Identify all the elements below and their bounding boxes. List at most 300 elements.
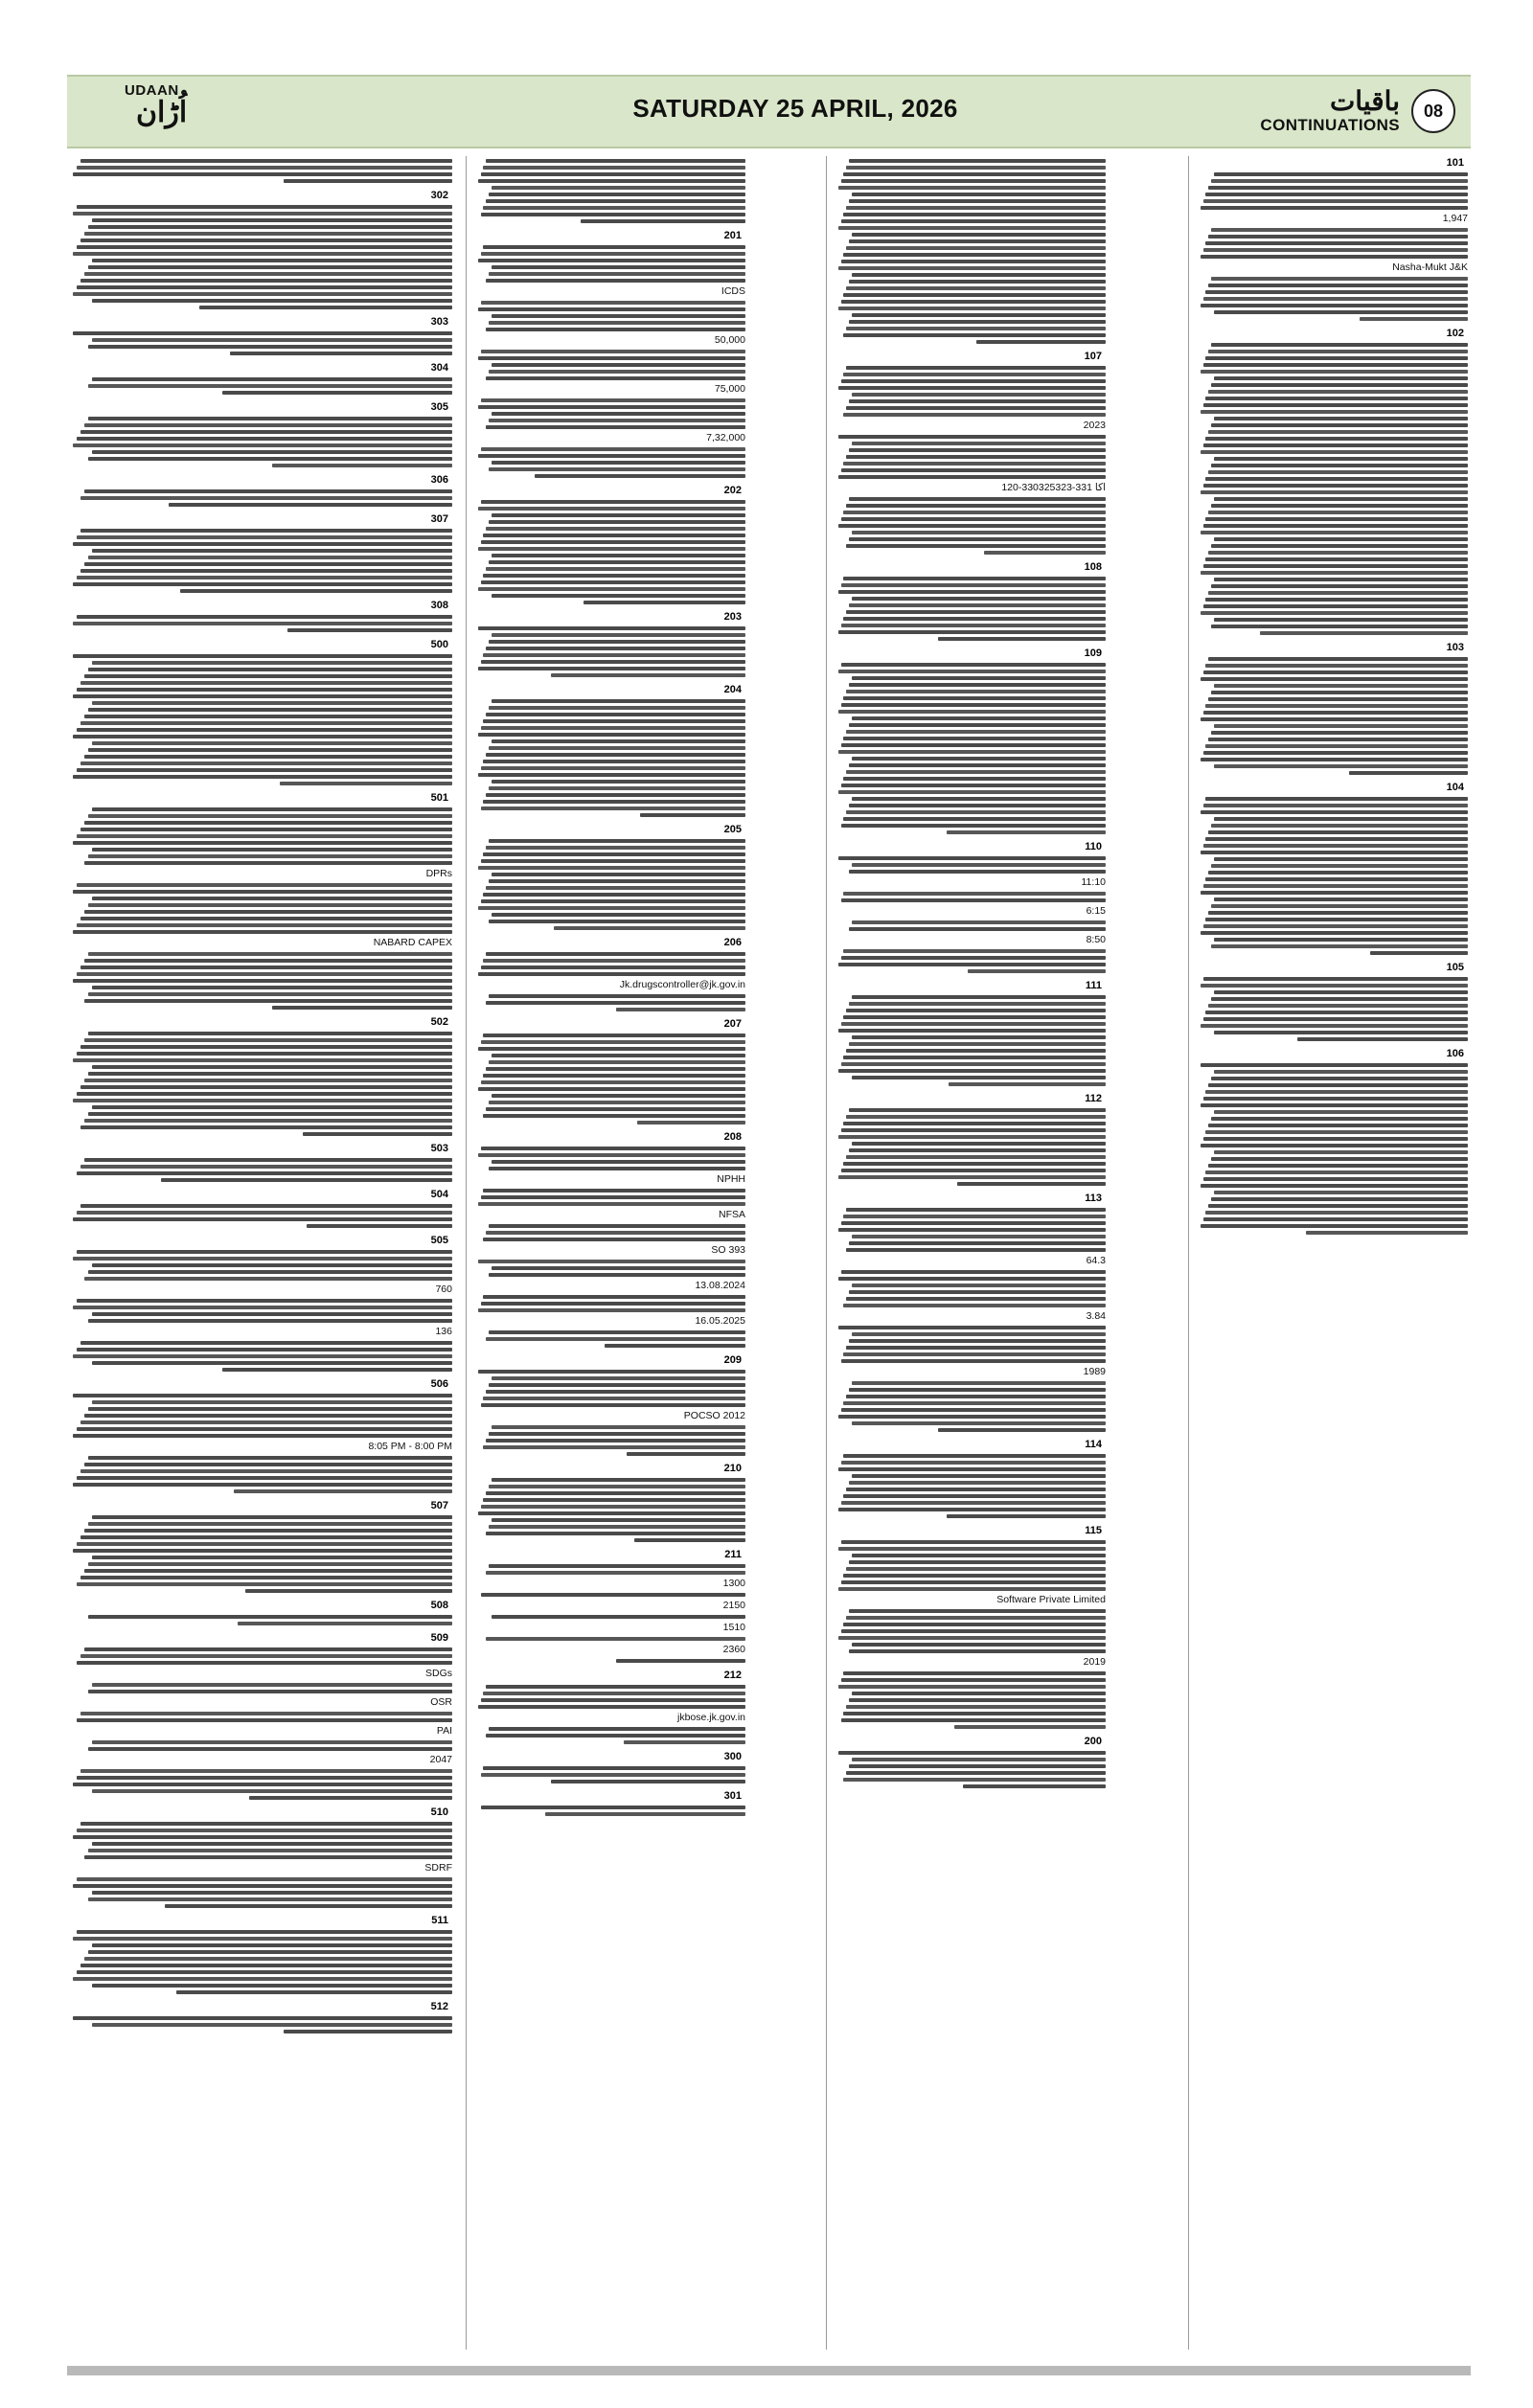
continuation-number: 206 <box>723 937 742 948</box>
text-line <box>478 547 745 551</box>
continuation-number: 200 <box>1084 1736 1102 1747</box>
continuation-block <box>475 936 745 1011</box>
text-line <box>486 328 745 331</box>
text-line <box>486 952 745 956</box>
text-line <box>1201 410 1468 414</box>
text-line <box>841 1270 1106 1274</box>
text-line <box>84 423 452 427</box>
continuation-number: 502 <box>430 1016 448 1028</box>
text-line <box>77 1661 452 1665</box>
text-line <box>284 179 452 183</box>
text-line <box>841 219 1106 223</box>
text-line <box>483 1114 745 1118</box>
text-line <box>1205 290 1468 294</box>
continuation-block <box>475 1548 745 1663</box>
text-line <box>489 1060 745 1064</box>
text-line <box>846 1567 1106 1571</box>
text-line <box>483 1692 745 1695</box>
text-line <box>843 172 1106 176</box>
text-line <box>486 1390 745 1394</box>
text-line <box>846 1771 1106 1775</box>
text-line <box>73 331 452 335</box>
continuation-block <box>475 1462 745 1542</box>
inline-text: 6:15 <box>1086 905 1106 917</box>
text-line <box>843 1623 1106 1626</box>
text-line <box>489 879 745 883</box>
text-line <box>852 1381 1106 1385</box>
text-line <box>489 1330 745 1334</box>
text-line <box>176 1990 452 1994</box>
text-line <box>838 1277 1106 1281</box>
text-body <box>69 489 452 507</box>
inline-text: 2019 <box>1083 1656 1106 1668</box>
continuation-block <box>475 610 745 677</box>
text-line <box>838 1069 1106 1073</box>
text-line <box>852 676 1106 680</box>
text-line <box>1208 551 1468 555</box>
text-line <box>583 601 745 604</box>
continuation-block <box>69 1631 452 1800</box>
text-line <box>492 1376 745 1380</box>
text-line <box>1214 1070 1468 1074</box>
text-line <box>838 226 1106 230</box>
text-line <box>1201 370 1468 374</box>
text-line <box>88 952 452 956</box>
text-line <box>838 630 1106 634</box>
inline-text: POCSO 2012 <box>683 1410 745 1421</box>
text-line <box>846 327 1106 330</box>
text-line <box>1201 717 1468 721</box>
text-line <box>88 992 452 996</box>
text-line <box>1214 764 1468 768</box>
text-line <box>852 273 1106 277</box>
text-line <box>841 898 1106 902</box>
text-line <box>486 1734 745 1738</box>
text-body <box>475 699 745 817</box>
continuation-block <box>835 560 1106 641</box>
text-line <box>84 755 452 759</box>
text-line <box>846 810 1106 814</box>
continuation-block <box>69 189 452 309</box>
text-body <box>1198 797 1468 955</box>
text-line <box>73 1394 452 1397</box>
text-line <box>1211 944 1468 948</box>
text-line <box>478 507 745 511</box>
text-line <box>1211 383 1468 387</box>
text-line <box>838 307 1106 310</box>
text-line <box>486 713 745 716</box>
text-line <box>843 737 1106 740</box>
text-line <box>481 540 745 544</box>
text-line <box>77 576 452 579</box>
text-body <box>1198 343 1468 635</box>
text-line <box>88 556 452 559</box>
text-line <box>849 448 1106 452</box>
text-line <box>481 1080 745 1084</box>
text-line <box>846 504 1106 508</box>
text-line <box>88 1456 452 1460</box>
text-body <box>69 205 452 309</box>
text-line <box>852 1758 1106 1761</box>
text-line <box>838 750 1106 754</box>
text-line <box>1211 504 1468 508</box>
text-line <box>1203 751 1468 755</box>
text-line <box>478 1260 745 1263</box>
text-line <box>483 1445 745 1449</box>
text-line <box>852 1474 1106 1478</box>
text-line <box>849 1764 1106 1768</box>
text-line <box>846 1049 1106 1053</box>
text-line <box>841 663 1106 667</box>
text-line <box>73 1977 452 1981</box>
text-line <box>849 497 1106 501</box>
text-line <box>486 567 745 571</box>
text-line <box>481 1773 745 1777</box>
text-line <box>838 1135 1106 1139</box>
text-line <box>1306 1231 1468 1235</box>
text-line <box>1211 731 1468 735</box>
text-line <box>84 232 452 236</box>
text-line <box>92 1740 452 1744</box>
continuation-number: 202 <box>723 485 742 496</box>
text-line <box>849 280 1106 284</box>
text-line <box>1208 1083 1468 1087</box>
text-line <box>73 212 452 216</box>
text-line <box>492 1094 745 1098</box>
text-body <box>835 366 1106 555</box>
text-line <box>1205 877 1468 881</box>
text-line <box>77 728 452 732</box>
continuation-number: 112 <box>1085 1093 1102 1104</box>
text-line <box>489 1224 745 1228</box>
text-line <box>483 534 745 537</box>
text-line <box>846 1616 1106 1620</box>
text-line <box>489 370 745 374</box>
continuation-block <box>835 979 1106 1086</box>
text-line <box>92 450 452 454</box>
text-line <box>1208 830 1468 834</box>
continuation-number: 304 <box>430 362 448 374</box>
text-line <box>80 1822 452 1826</box>
text-line <box>1203 297 1468 301</box>
text-line <box>73 654 452 658</box>
text-line <box>478 972 745 976</box>
text-line <box>486 527 745 531</box>
text-line <box>846 610 1106 614</box>
text-line <box>841 1221 1106 1225</box>
text-body <box>69 417 452 467</box>
text-line <box>492 780 745 784</box>
text-body <box>1198 977 1468 1041</box>
text-line <box>1205 1130 1468 1134</box>
text-line <box>88 1112 452 1116</box>
text-line <box>486 886 745 890</box>
text-line <box>92 377 452 381</box>
text-line <box>489 1485 745 1488</box>
inline-text: 2023 <box>1083 420 1106 431</box>
text-line <box>84 1957 452 1961</box>
text-line <box>84 959 452 963</box>
text-line <box>849 399 1106 403</box>
text-line <box>77 688 452 692</box>
text-line <box>852 1332 1106 1336</box>
text-line <box>843 373 1106 376</box>
text-body <box>475 1564 745 1663</box>
text-line <box>1208 1124 1468 1127</box>
text-line <box>846 206 1106 210</box>
continuation-number: 201 <box>723 230 742 241</box>
text-line <box>838 1685 1106 1689</box>
text-line <box>1208 1004 1468 1008</box>
text-line <box>838 1326 1106 1329</box>
text-line <box>489 560 745 564</box>
masthead-band <box>67 75 1471 148</box>
continuation-number: 104 <box>1446 782 1464 793</box>
text-line <box>478 773 745 777</box>
text-line <box>843 817 1106 821</box>
text-line <box>841 468 1106 472</box>
text-line <box>92 807 452 811</box>
text-body <box>835 1751 1106 1788</box>
text-line <box>849 1042 1106 1046</box>
text-line <box>1203 1017 1468 1021</box>
text-line <box>1205 744 1468 748</box>
text-body <box>475 1370 745 1456</box>
text-line <box>849 723 1106 727</box>
text-line <box>1205 241 1468 245</box>
text-line <box>486 1067 745 1071</box>
text-line <box>88 1032 452 1035</box>
text-line <box>1214 938 1468 942</box>
text-line <box>1205 437 1468 441</box>
text-line <box>88 457 452 461</box>
continuation-block <box>835 1438 1106 1518</box>
text-line <box>1201 531 1468 534</box>
text-line <box>88 1407 452 1411</box>
continuation-block <box>475 1017 745 1124</box>
column-1 <box>1198 156 1468 2350</box>
text-line <box>1203 484 1468 488</box>
text-line <box>492 513 745 517</box>
text-line <box>481 726 745 730</box>
text-line <box>80 1964 452 1967</box>
text-line <box>1214 1110 1468 1114</box>
continuation-block <box>69 361 452 395</box>
text-line <box>238 1622 452 1625</box>
continuation-block <box>1198 641 1468 775</box>
text-line <box>481 660 745 664</box>
text-line <box>88 1897 452 1901</box>
text-line <box>841 784 1106 787</box>
text-line <box>303 1132 452 1136</box>
text-line <box>478 866 745 870</box>
text-line <box>478 405 745 409</box>
text-line <box>486 753 745 757</box>
text-line <box>92 549 452 553</box>
text-line <box>84 1529 452 1533</box>
text-line <box>843 1712 1106 1715</box>
text-line <box>1203 524 1468 528</box>
text-line <box>843 213 1106 216</box>
text-line <box>938 637 1106 641</box>
text-line <box>481 1403 745 1407</box>
text-line <box>88 1849 452 1852</box>
text-line <box>846 1115 1106 1119</box>
text-line <box>84 1569 452 1573</box>
text-line <box>481 447 745 451</box>
continuation-block <box>1198 1047 1468 1235</box>
inline-text: 120-اکا 331-330325323 <box>1001 482 1106 493</box>
text-line <box>272 1006 452 1010</box>
text-line <box>1214 417 1468 420</box>
text-line <box>478 1308 745 1312</box>
text-line <box>838 1228 1106 1232</box>
text-line <box>489 1727 745 1731</box>
text-line <box>1214 1150 1468 1154</box>
text-line <box>554 926 745 930</box>
text-line <box>1203 1097 1468 1101</box>
text-line <box>73 1354 452 1358</box>
text-line <box>73 694 452 698</box>
inline-text: 3.84 <box>1086 1310 1106 1322</box>
text-line <box>1201 851 1468 854</box>
text-line <box>84 1463 452 1466</box>
continuation-number: 302 <box>430 190 448 201</box>
text-body <box>69 377 452 395</box>
text-line <box>551 673 745 677</box>
text-line <box>843 293 1106 297</box>
text-line <box>1370 951 1468 955</box>
text-body <box>69 1204 452 1228</box>
text-line <box>80 1420 452 1424</box>
text-line <box>92 338 452 342</box>
text-line <box>287 628 452 632</box>
text-line <box>1203 711 1468 715</box>
text-line <box>976 340 1106 344</box>
text-line <box>77 1211 452 1215</box>
text-line <box>180 589 452 593</box>
text-line <box>843 1056 1106 1059</box>
text-line <box>1203 670 1468 674</box>
continuation-block <box>475 823 745 930</box>
text-line <box>489 786 745 790</box>
text-line <box>1208 235 1468 239</box>
text-line <box>551 1780 745 1783</box>
text-body <box>835 159 1106 344</box>
continuation-number: 300 <box>723 1751 742 1762</box>
text-line <box>77 1052 452 1056</box>
text-line <box>483 959 745 963</box>
text-line <box>483 245 745 249</box>
text-body <box>835 1454 1106 1518</box>
continuation-block <box>69 159 452 183</box>
text-line <box>88 668 452 671</box>
text-line <box>852 1643 1106 1647</box>
text-line <box>1211 343 1468 347</box>
text-line <box>486 279 745 283</box>
text-line <box>478 1087 745 1091</box>
text-line <box>88 1615 452 1619</box>
continuation-number: 212 <box>723 1670 742 1681</box>
continuation-block <box>69 1377 452 1493</box>
text-line <box>73 1257 452 1261</box>
column-divider <box>1188 156 1189 2350</box>
text-line <box>88 265 452 269</box>
text-body <box>475 245 745 478</box>
text-line <box>843 577 1106 580</box>
text-line <box>483 719 745 723</box>
continuation-block <box>475 1750 745 1783</box>
text-line <box>1201 490 1468 494</box>
text-line <box>1211 1077 1468 1080</box>
text-line <box>77 437 452 441</box>
text-line <box>849 1290 1106 1294</box>
text-body <box>475 1685 745 1744</box>
text-line <box>843 892 1106 896</box>
text-line <box>92 661 452 665</box>
text-line <box>852 393 1106 397</box>
text-line <box>92 1263 452 1267</box>
text-line <box>478 179 745 183</box>
text-line <box>1214 857 1468 861</box>
text-body <box>475 1766 745 1783</box>
text-line <box>841 179 1106 183</box>
text-line <box>481 350 745 353</box>
continuation-block <box>69 2000 452 2033</box>
text-body <box>1198 657 1468 775</box>
text-line <box>245 1589 452 1593</box>
text-body <box>835 856 1106 973</box>
text-line <box>1214 457 1468 461</box>
text-line <box>73 582 452 586</box>
text-line <box>846 166 1106 170</box>
text-line <box>838 1547 1106 1551</box>
text-body <box>475 952 745 1011</box>
text-line <box>481 766 745 770</box>
text-line <box>481 500 745 504</box>
inline-text: 2047 <box>429 1754 452 1765</box>
text-line <box>846 770 1106 774</box>
text-line <box>483 893 745 897</box>
continuation-number: 101 <box>1446 157 1464 169</box>
text-line <box>492 186 745 190</box>
text-line <box>846 1155 1106 1159</box>
text-body <box>475 1806 745 1816</box>
text-line <box>80 1769 452 1773</box>
text-line <box>88 384 452 388</box>
text-body <box>69 1930 452 1994</box>
text-line <box>481 1195 745 1199</box>
continuation-number: 501 <box>430 792 448 804</box>
continuation-number: 510 <box>430 1806 448 1818</box>
continuation-block <box>69 1142 452 1182</box>
text-line <box>1203 248 1468 252</box>
text-line <box>843 1304 1106 1307</box>
text-line <box>483 653 745 657</box>
text-line <box>1205 918 1468 921</box>
text-line <box>80 1712 452 1715</box>
text-line <box>1205 356 1468 360</box>
text-line <box>483 1074 745 1078</box>
text-line <box>1211 228 1468 232</box>
text-line <box>486 1107 745 1111</box>
text-line <box>841 1062 1106 1066</box>
text-line <box>852 531 1106 534</box>
text-line <box>838 1587 1106 1591</box>
text-line <box>846 1346 1106 1350</box>
continuation-number: 110 <box>1085 841 1102 852</box>
text-line <box>1211 423 1468 427</box>
